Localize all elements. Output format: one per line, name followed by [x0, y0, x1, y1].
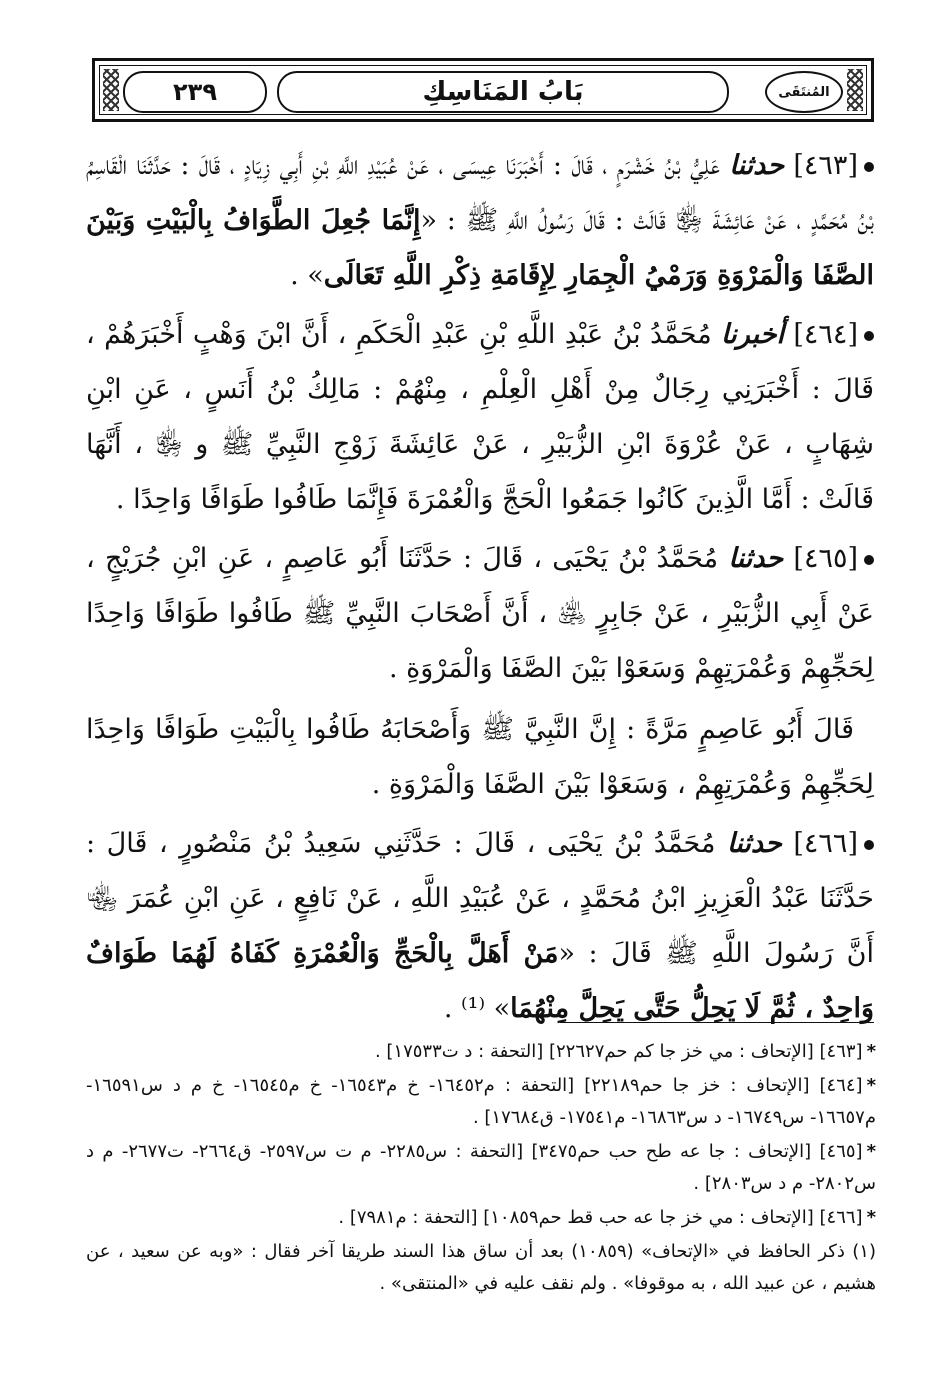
footnote-466: *[٤٦٦] [الإتحاف : مي خز جا عه حب قط حم١٠٨٥٩] [التحفة : م٧٩٨١] .: [338, 1207, 876, 1228]
hadith-number: [٤٦٣]: [793, 150, 858, 181]
footnote-464: *[٤٦٤] [الإتحاف : خز جا حم٢٢١٨٩] [التحفة : م١٦٤٥٢- خ م١٦٥٤٣- خ م١٦٥٤٥- خ م د س١٦٥٩١- م١٦٦٥٧- س١٦٧٤٩- د س١٦٨٦٣- م١٧٥٤١- ق١٧٦٨٤] .: [86, 1075, 876, 1128]
isnad-word: حدثنا: [727, 828, 782, 859]
isnad-word: حدثنا: [729, 150, 785, 181]
hadith-464: [86, 307, 874, 527]
hadith-end: » ⁽¹⁾ .: [443, 993, 511, 1024]
bullet-icon: [864, 331, 874, 341]
hadith-text: عَلِيُّ بْنُ خَشْرَمٍ ، قَالَ : أَخْبَرَنَا عِيسَى ، عَنْ عُبَيْدِ اللَّهِ بْنِ أَبِي زِيَادٍ ، قَالَ : حَدَّثَنَا الْقَاسِمُ بْنُ مُحَمَّدٍ ، عَنْ عَائِشَةَ ﵂ قَالَتْ : قَالَ رَسُولُ اللَّهِ ﷺ : «: [86, 150, 874, 236]
hadith-466: [86, 816, 874, 1036]
asterisk-icon: *: [866, 1075, 876, 1096]
main-text: [86, 138, 874, 1040]
ornament-right: [847, 69, 863, 111]
book-logo: المُنتَقَى: [765, 71, 843, 113]
footnote-divider: [560, 1022, 874, 1023]
hadith-number: [٤٦٥]: [793, 543, 858, 574]
footnote-1: (١) ذكر الحافظ في «الإتحاف» (١٠٨٥٩) بعد أن ساق هذا السند طريقا آخر فقال : «وبه عن سعيد ، عن هشيم ، عن عبيد الله ، به موقوفا» . ولم نقف عليه في «المنتقى» .: [86, 1241, 876, 1294]
asterisk-icon: *: [866, 1041, 876, 1062]
hadith-number: [٤٦٦]: [793, 828, 858, 859]
hadith-end: » .: [290, 260, 324, 291]
page-number: ٢٣٩: [123, 71, 267, 113]
hadith-465: [86, 531, 874, 696]
hadith-text: مُحَمَّدُ بْنُ يَحْيَى ، قَالَ : حَدَّثَنِي سَعِيدُ بْنُ مَنْصُورٍ ، قَالَ : حَدَّثَنَا عَبْدُ الْعَزِيزِ ابْنُ مُحَمَّدٍ ، عَنْ عُبَيْدِ اللَّهِ ، عَنْ نَافِعٍ ، عَنِ ابْنِ عُمَرَ ﵄ أَنَّ رَسُولَ اللَّهِ ﷺ قَالَ : «: [86, 828, 874, 969]
bullet-icon: [864, 555, 874, 565]
abu-asim-note: قَالَ أَبُو عَاصِمٍ مَرَّةً : إِنَّ النَّبِيَّ ﷺ وَأَصْحَابَهُ طَافُوا بِالْبَيْتِ طَوَافًا وَاحِدًا لِحَجِّهِمْ وَعُمْرَتِهِمْ ، وَسَعَوْا بَيْنَ الصَّفَا وَالْمَرْوَةِ .: [86, 714, 874, 800]
hadith-463: [86, 138, 874, 303]
chapter-title: بَابُ المَنَاسِكِ: [277, 71, 729, 113]
footnotes: [86, 1036, 876, 1318]
hadith-number: [٤٦٤]: [793, 319, 858, 350]
footnote-463: *[٤٦٣] [الإتحاف : مي خز جا كم حم٢٢٦٢٧] [التحفة : د ت١٧٥٣٣] .: [374, 1041, 876, 1062]
isnad-word: أخبرنا: [721, 319, 785, 350]
asterisk-icon: *: [866, 1207, 876, 1228]
isnad-word: حدثنا: [728, 543, 784, 574]
hadith-text: مُحَمَّدُ بْنُ عَبْدِ اللَّهِ بْنِ عَبْدِ الْحَكَمِ ، أَنَّ ابْنَ وَهْبٍ أَخْبَرَهُمْ ، قَالَ : أَخْبَرَنِي رِجَالٌ مِنْ أَهْلِ الْعِلْمِ ، مِنْهُمْ : مَالِكُ بْنُ أَنَسٍ ، عَنِ ابْنِ شِهَابٍ ، عَنْ عُرْوَةَ ابْنِ الزُّبَيْرِ ، عَنْ عَائِشَةَ زَوْجِ النَّبِيِّ ﷺ و ﵂ ، أَنَّهَا قَالَتْ : أَمَّا الَّذِينَ كَانُوا جَمَعُوا الْحَجَّ وَالْعُمْرَةَ فَإِنَّمَا طَافُوا طَوَافًا وَاحِدًا .: [86, 319, 874, 515]
footnote-465: *[٤٦٥] [الإتحاف : جا عه طح حب حم٣٤٧٥] [التحفة : س٢٢٨٥- م ت س٢٥٩٧- ق٢٦٦٤- ت٢٦٧٧- م د س٢٨٠٢- م د س٢٨٠٣] .: [86, 1141, 876, 1194]
hadith-text: مُحَمَّدُ بْنُ يَحْيَى ، قَالَ : حَدَّثَنَا أَبُو عَاصِمٍ ، عَنِ ابْنِ جُرَيْجٍ ، عَنْ أَبِي الزُّبَيْرِ ، عَنْ جَابِرٍ ﵁ ، أَنَّ أَصْحَابَ النَّبِيِّ ﷺ طَافُوا طَوَافًا وَاحِدًا لِحَجِّهِمْ وَعُمْرَتِهِمْ وَسَعَوْا بَيْنَ الصَّفَا وَالْمَرْوَةِ .: [86, 543, 874, 684]
bullet-icon: [864, 162, 874, 172]
asterisk-icon: *: [866, 1141, 876, 1162]
running-header: [92, 58, 874, 122]
ornament-left: [103, 69, 119, 111]
hadith-matn: مَنْ أَهَلَّ بِالْحَجِّ وَالْعُمْرَةِ كَفَاهُ لَهُمَا طَوَافٌ وَاحِدٌ ، ثُمَّ لَا يَحِلُّ حَتَّى يَحِلَّ مِنْهُمَا: [86, 938, 874, 1024]
bullet-icon: [864, 840, 874, 850]
hadith-matn: إِنَّمَا جُعِلَ الطَّوَافُ بِالْبَيْتِ وَبَيْنَ الصَّفَا وَالْمَرْوَةِ وَرَمْيُ الْجِمَارِ لِإِقَامَةِ ذِكْرِ اللَّهِ تَعَالَى: [86, 205, 874, 291]
